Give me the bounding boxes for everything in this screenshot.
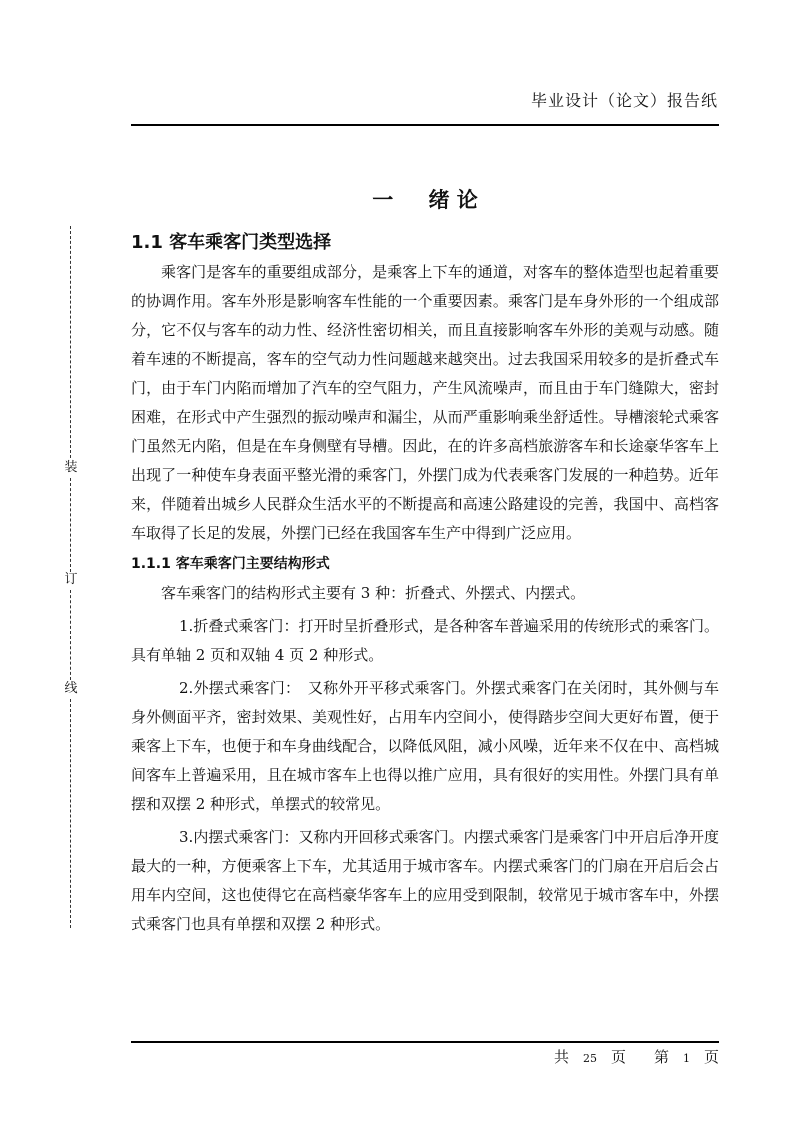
binding-dash-top [70,226,71,458]
chapter-name: 绪 论 [428,188,478,212]
subsection-intro: 客车乘客门的结构形式主要有 3 种：折叠式、外摆式、内摆式。 [161,584,586,602]
door-type-outswing: 2.外摆式乘客门： 又称外开平移式乘客门。外摆式乘客门在关闭时，其外侧与车身外侧面平齐，密封效果、美观性好，占用车内空间小，使得踏步空间大更好布置，便于乘客上下车，也便于和车身曲线配合，以降低风阻，减小风噪，近年来不仅在中、高档城间客车上普遍采用，且在城市客车上也得以推广应用，具有很好的实用性。外摆门具有单摆和双摆 2 种形式，单摆式的较常见。 [131,679,719,813]
page-label-right: 页 [703,1048,719,1066]
chapter-title [131,184,719,214]
binding-mark-ding: 订 [62,572,80,588]
total-label-right: 页 [610,1048,626,1066]
binding-mark-xian: 线 [62,681,80,697]
page-number: 1 [682,1052,690,1065]
binding-dash-bottom [70,699,71,928]
binding-mark-zhuang: 装 [62,460,80,476]
page-label-left: 第 [653,1048,669,1066]
total-label-left: 共 [553,1048,569,1066]
document-body [131,258,719,939]
door-type-inswing: 3.内摆式乘客门：又称内开回移式乘客门。内摆式乘客门是乘客门中开启后净开度最大的一种，方便乘客上下车，尤其适用于城市客车。内摆式乘客门的门扇在开启后会占用车内空间，这也使得它在高档豪华客车上的应用受到限制，较常见于城市客车中，外摆式乘客门也具有单摆和双摆 2 种形式。 [131,828,719,933]
binding-dash-mid1 [70,478,71,572]
section-paragraph: 乘客门是客车的重要组成部分，是乘客上下车的通道，对客车的整体造型也起着重要的协调作用。客车外形是影响客车性能的一个重要因素。乘客门是车身外形的一个组成部分，它不仅与客车的动力性、经济性密切相关，而且直接影响客车外形的美观与动感。随着车速的不断提高，客车的空气动力性问题越来越突出。过去我国采用较多的是折叠式车门，由于车门内陷而增加了汽车的空气阻力，产生风流噪声，而且由于车门缝隙大，密封困难，在形式中产生强烈的振动噪声和漏尘，从而严重影响乘坐舒适性。导槽滚轮式乘客门虽然无内陷，但是在车身侧壁有导槽。因此，在的许多高档旅游客车和长途豪华客车上出现了一种使车身表面平整光滑的乘客门，外摆门成为代表乘客门发展的一种趋势。近年来，伴随着出城乡人民群众生活水平的不断提高和高速公路建设的完善，我国中、高档客车取得了长足的发展，外摆门已经在我国客车生产中得到广泛应用。 [131,263,719,542]
report-header-title: 毕业设计（论文）报告纸 [530,91,718,110]
section-heading: 1.1 客车乘客门类型选择 [131,232,332,253]
footer-divider [131,1041,719,1043]
binding-dash-mid2 [70,590,71,680]
total-pages: 25 [582,1052,597,1065]
subsection-heading: 1.1.1 客车乘客门主要结构形式 [131,556,330,572]
chapter-number: 一 [372,188,394,212]
binding-line [64,226,78,928]
page-footer [554,1046,719,1067]
door-type-folding: 1.折叠式乘客门：打开时呈折叠形式，是各种客车普遍采用的传统形式的乘客门。具有单轴 2 页和双轴 4 页 2 种形式。 [131,617,719,664]
header-divider [131,124,719,126]
